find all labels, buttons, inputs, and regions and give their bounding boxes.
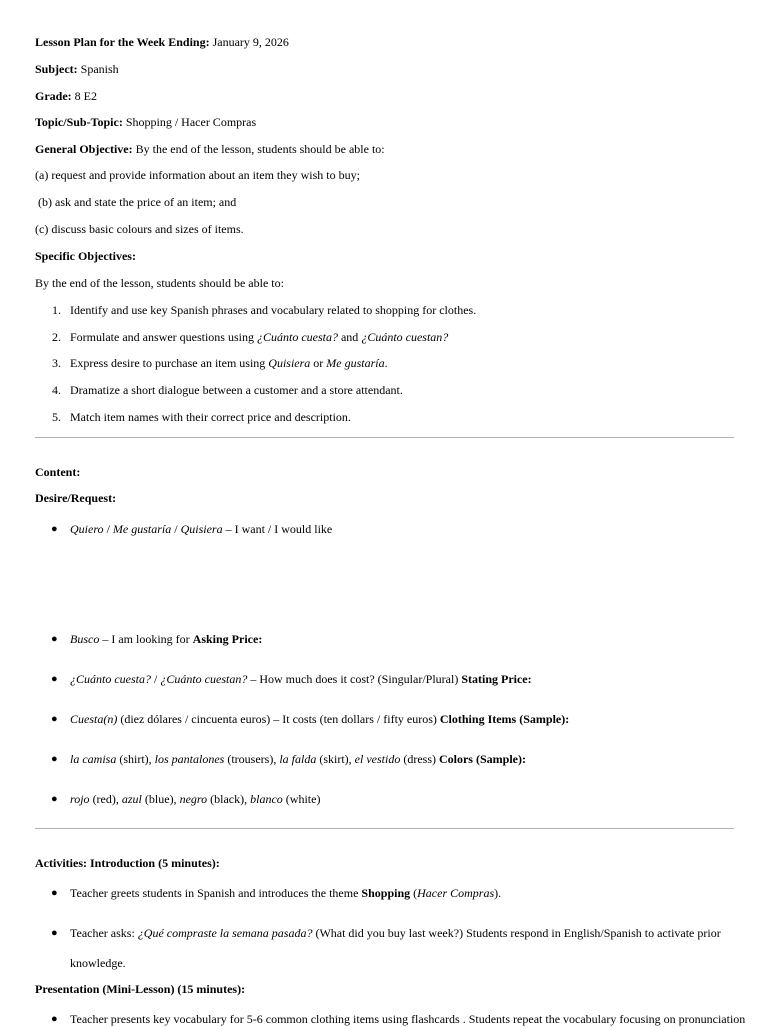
list-item: ● Busco – I am looking for Asking Price: bbox=[51, 632, 263, 646]
list-item-continuation: knowledge. bbox=[70, 956, 126, 970]
bullet-icon: ● bbox=[51, 887, 58, 899]
bullet-icon: ● bbox=[51, 927, 58, 939]
bullet-icon: ● bbox=[51, 633, 58, 645]
bullet-icon: ● bbox=[51, 793, 58, 805]
list-item: 4. Dramatize a short dialogue between a customer and a store attendant. bbox=[52, 383, 403, 397]
list-item: 2. Formulate and answer questions using ¿Cuánto cuesta? and ¿Cuánto cuestan? bbox=[52, 330, 449, 344]
section-divider bbox=[35, 437, 734, 438]
specific-objectives-intro: By the end of the lesson, students should be able to: bbox=[35, 276, 284, 290]
list-item: 1. Identify and use key Spanish phrases and vocabulary related to shopping for clothes. bbox=[52, 303, 477, 317]
list-item: ● rojo (red), azul (blue), negro (black), blanco (white) bbox=[51, 792, 321, 806]
specific-objectives-heading: Specific Objectives: bbox=[35, 249, 136, 263]
general-objective-item: (a) request and provide information about an item they wish to buy; bbox=[35, 168, 360, 182]
bullet-icon: ● bbox=[51, 673, 58, 685]
bullet-icon: ● bbox=[51, 753, 58, 765]
activities-heading: Activities: Introduction (5 minutes): bbox=[35, 856, 220, 870]
content-heading: Content: bbox=[35, 465, 81, 479]
list-item: ● Teacher presents key vocabulary for 5-6 common clothing items using flashcards . Students repeat the vocabulary focusing on pronunciation bbox=[51, 1012, 746, 1026]
list-item: ● ¿Cuánto cuesta? / ¿Cuánto cuestan? – How much does it cost? (Singular/Plural) Stating Price: bbox=[51, 672, 532, 686]
grade-line: Grade: 8 E2 bbox=[35, 89, 97, 103]
topic-line: Topic/Sub-Topic: Shopping / Hacer Compras bbox=[35, 115, 257, 129]
bullet-icon: ● bbox=[51, 523, 58, 535]
section-divider bbox=[35, 828, 734, 829]
list-item: ● Quiero / Me gustaría / Quisiera – I want / I would like bbox=[51, 522, 333, 536]
week-ending-line: Lesson Plan for the Week Ending: January 9, 2026 bbox=[35, 35, 289, 49]
list-item: 5. Match item names with their correct price and description. bbox=[52, 410, 351, 424]
list-item: ● Cuesta(n) (diez dólares / cincuenta euros) – It costs (ten dollars / fifty euros) Clothing Items (Sample): bbox=[51, 712, 570, 726]
subject-line: Subject: Spanish bbox=[35, 62, 119, 76]
bullet-icon: ● bbox=[51, 713, 58, 725]
general-objective-line: General Objective: By the end of the lesson, students should be able to: bbox=[35, 142, 385, 156]
general-objective-item: (b) ask and state the price of an item; and bbox=[35, 195, 237, 209]
list-item: ● Teacher asks: ¿Qué compraste la semana pasada? (What did you buy last week?) Students respond in English/Spanish to activate prior bbox=[51, 926, 721, 940]
bullet-icon: ● bbox=[51, 1013, 58, 1025]
general-objective-item: (c) discuss basic colours and sizes of items. bbox=[35, 222, 244, 236]
desire-request-heading: Desire/Request: bbox=[35, 491, 117, 505]
presentation-heading: Presentation (Mini-Lesson) (15 minutes): bbox=[35, 982, 246, 996]
list-item: ● Teacher greets students in Spanish and introduces the theme Shopping (Hacer Compras). bbox=[51, 886, 502, 900]
list-item: 3. Express desire to purchase an item using Quisiera or Me gustaría. bbox=[52, 356, 388, 370]
list-item: ● la camisa (shirt), los pantalones (trousers), la falda (skirt), el vestido (dress) Colors (Sample): bbox=[51, 752, 526, 766]
